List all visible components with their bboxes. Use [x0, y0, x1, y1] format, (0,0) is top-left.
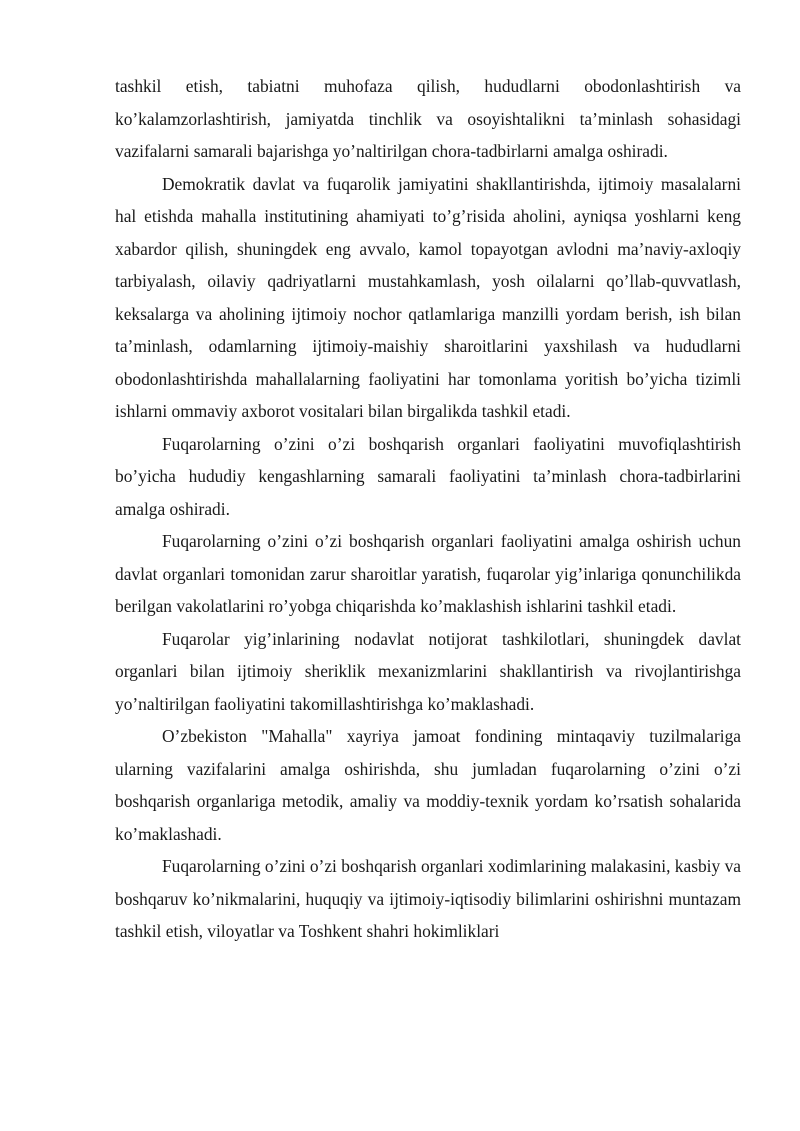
paragraph-territorial-councils: Fuqarolarning o’zini o’zi boshqarish organlari faoliyatini muvofiqlashtirish bo’yicha hududiy kengashlarning samarali faoliyatini ta’minlash chora-tadbirlarini amalga oshiradi. — [115, 433, 741, 519]
paragraph-staff-training: Fuqarolarning o’zini o’zi boshqarish organlari xodimlarining malakasini, kasbiy va boshqaruv ko’nikmalarini, huquqiy va ijtimoiy-iqtisodiy bilimlarini oshirishni muntazam tashkil etish, viloyatlar va Toshkent shahri hokimliklari — [115, 856, 741, 941]
document-page — [115, 70, 741, 948]
paragraph-state-conditions: Fuqarolarning o’zini o’zi boshqarish organlari faoliyatini amalga oshirish uchun davlat organlari tomonidan zarur sharoitlar yaratish, fuqarolar yig’inlariga qonunchilikda berilgan vakolatlarini ro’yobga chiqarishda ko’maklashish ishlarini tashkil etadi. — [115, 531, 741, 616]
paragraph-mahalla-institute: Demokratik davlat va fuqarolik jamiyatini shakllantirishda, ijtimoiy masalalarni hal etishda mahalla institutining ahamiyati to’g’risida aholini, ayniqsa yoshlarni keng xabardor qilish, shuningdek eng avvalo, kamol topayotgan avlodni ma’naviy-axloqiy tarbiyalash, oilaviy qadriyatlarni mustahkamlash, yosh oilalarni qo’llab-quvvatlash, keksalarga va aholining ijtimoiy nochor qatlamlariga manzilli yordam berish, ish bilan ta’minlash, odamlarning ijtimoiy-maishiy sharoitlarini yaxshilash va hududlarni obodonlashtirishda mahallalarning faoliyatini har tomonlama yoritish bo’yicha tizimli ishlarni ommaviy axborot vositalari bilan birgalikda tashkil etadi. — [115, 173, 741, 421]
paragraph-mahalla-fund: O’zbekiston "Mahalla" xayriya jamoat fondining mintaqaviy tuzilmalariga ularning vazifalarini amalga oshirishda, shu jumladan fuqarolarning o’zini o’zi boshqarish organlariga metodik, amaliy va moddiy-texnik yordam ko’rsatish sohalarida ko’maklashadi. — [115, 726, 741, 844]
paragraph-continuation: tashkil etish, tabiatni muhofaza qilish, hududlarni obodonlashtirish va ko’kalamzorlashtirish, jamiyatda tinchlik va osoyishtalikni ta’minlash sohasidagi vazifalarni samarali bajarishga yo’naltirilgan chora-tadbirlarni amalga oshiradi. — [115, 76, 741, 161]
paragraph-social-partnership: Fuqarolar yig’inlarining nodavlat notijorat tashkilotlari, shuningdek davlat organlari bilan ijtimoiy sheriklik mexanizmlarini shakllantirish va rivojlantirishga yo’naltirilgan faoliyatini takomillashtirishga ko’maklashadi. — [115, 628, 741, 714]
